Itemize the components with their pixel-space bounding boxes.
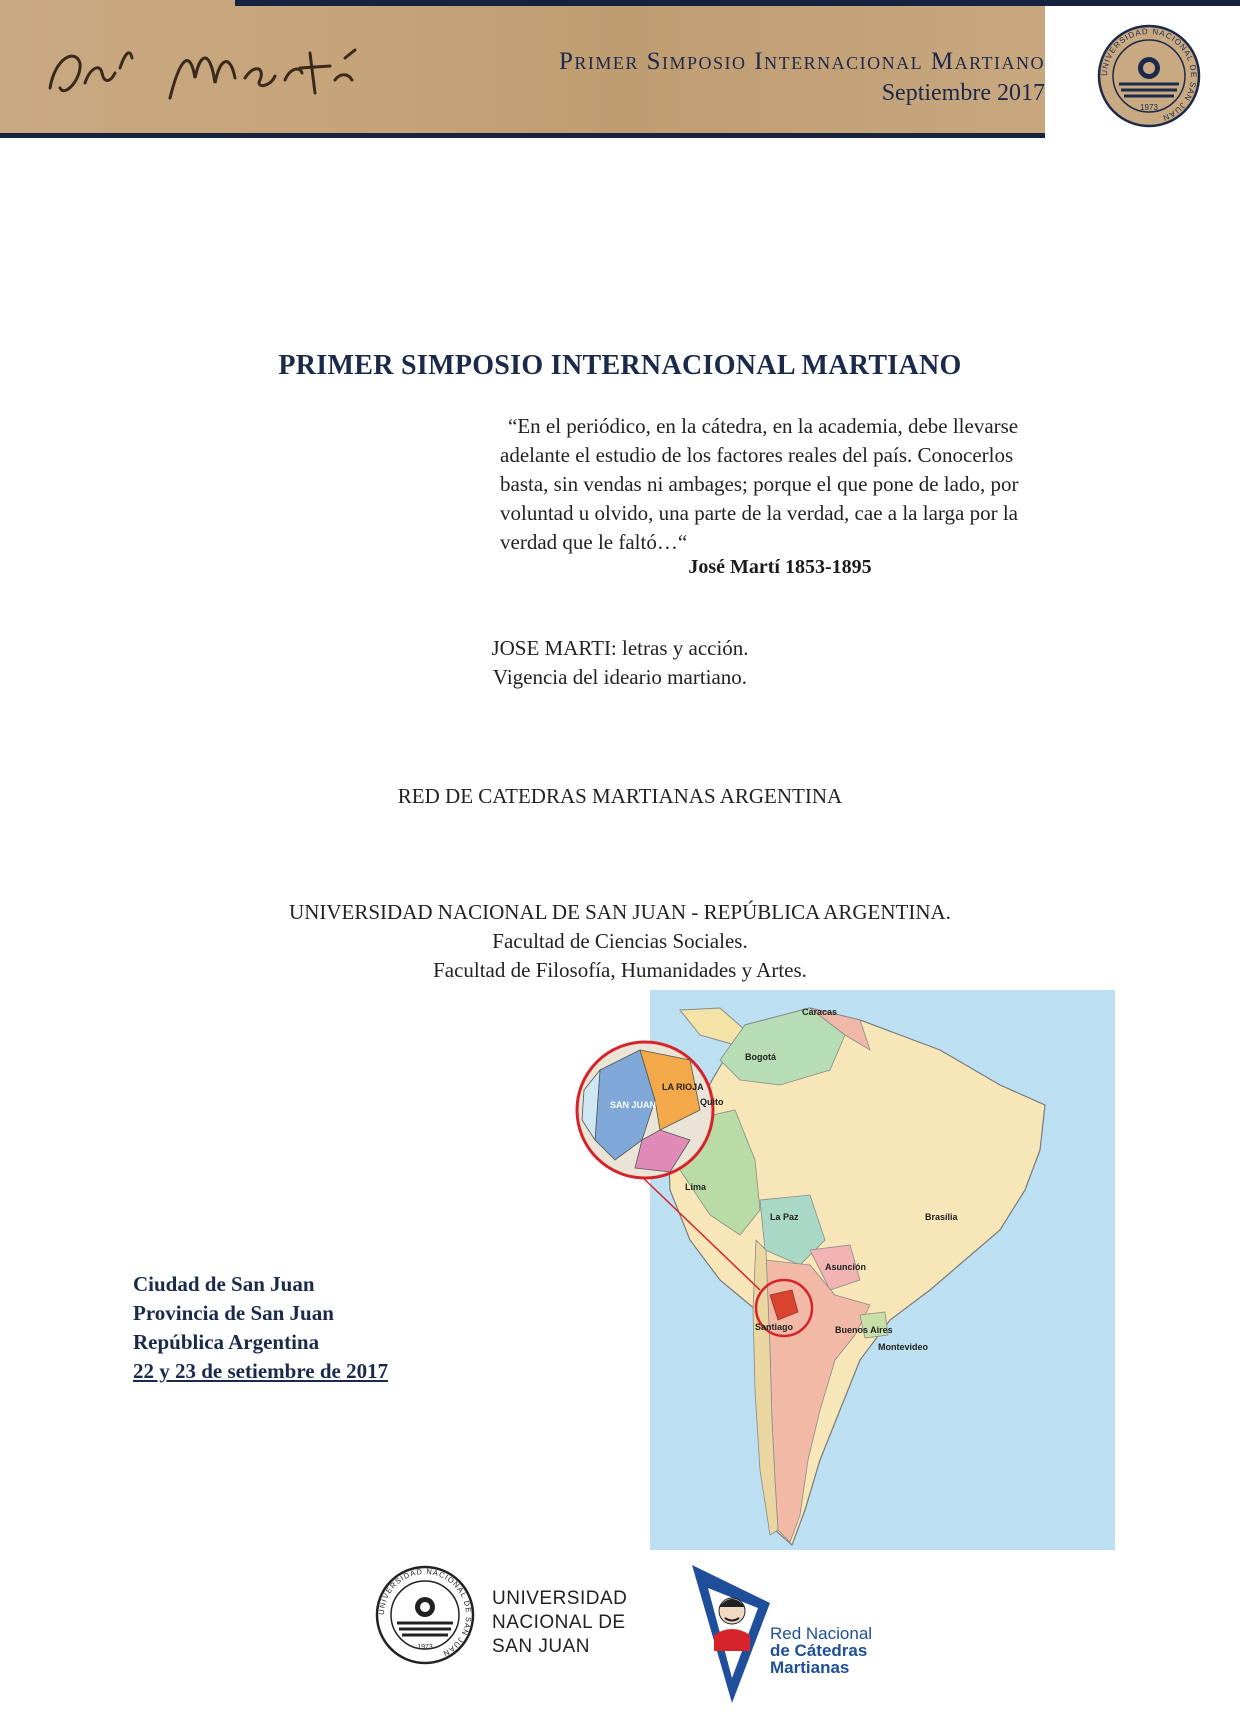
svg-text:Montevideo: Montevideo xyxy=(878,1342,929,1352)
quote-line: adelante el estudio de los factores reales del país. Conocerlos xyxy=(500,443,1014,467)
location-city: Ciudad de San Juan xyxy=(133,1272,315,1296)
svg-text:UNIVERSIDAD NACIONAL DE SAN JU: UNIVERSIDAD NACIONAL DE SAN JUAN xyxy=(376,1566,474,1659)
svg-text:Bogotá: Bogotá xyxy=(745,1052,776,1062)
svg-text:Caracas: Caracas xyxy=(802,1007,838,1017)
quote-author: José Martí 1853-1895 xyxy=(688,556,872,578)
header xyxy=(0,0,1240,140)
network-name: RED DE CATEDRAS MARTIANAS ARGENTINA xyxy=(397,784,843,808)
quote xyxy=(500,412,1125,557)
unsj-logo-line-3: SAN JUAN xyxy=(492,1636,590,1657)
location-country: República Argentina xyxy=(133,1330,320,1354)
university-seal-icon xyxy=(1097,24,1201,128)
svg-text:Asunción: Asunción xyxy=(825,1262,867,1272)
theme-line-2: Vigencia del ideario martiano. xyxy=(492,665,748,689)
svg-text:SAN JUAN: SAN JUAN xyxy=(610,1100,657,1110)
svg-text:Quito: Quito xyxy=(700,1097,724,1107)
red-logo-line-2: de Cátedras xyxy=(770,1641,868,1660)
svg-text:La Paz: La Paz xyxy=(770,1212,799,1222)
svg-text:Lima: Lima xyxy=(685,1182,707,1192)
red-logo-line-3: Martianas xyxy=(770,1658,850,1677)
main-title: PRIMER SIMPOSIO INTERNACIONAL MARTIANO xyxy=(278,350,962,381)
unsj-seal-icon xyxy=(375,1565,475,1665)
header-title: Primer Simposio Internacional Martiano xyxy=(558,48,1045,75)
svg-text:UNIVERSIDAD NACIONAL DE SAN JU: UNIVERSIDAD NACIONAL DE SAN JUAN xyxy=(1099,26,1199,123)
header-subtitle: Septiembre 2017 xyxy=(881,80,1045,106)
quote-line: “En el periódico, en la cátedra, en la academia, debe llevarse xyxy=(508,414,1019,438)
red-logo-line-1: Red Nacional xyxy=(770,1624,873,1643)
svg-text:Brasília: Brasília xyxy=(925,1212,958,1222)
header-bottom-rule xyxy=(0,133,1045,138)
quote-line: voluntad u olvido, una parte de la verdad, cae a la larga por la xyxy=(500,501,1018,525)
header-top-rule xyxy=(235,0,1240,6)
faculty-philosophy: Facultad de Filosofía, Humanidades y Artes. xyxy=(433,958,807,982)
university-name: UNIVERSIDAD NACIONAL DE SAN JUAN - REPÚBLICA ARGENTINA. xyxy=(289,900,951,924)
svg-text:LA RIOJA: LA RIOJA xyxy=(662,1082,704,1092)
svg-text:1973: 1973 xyxy=(1140,103,1158,112)
quote-line: verdad que le faltó…“ xyxy=(500,530,688,554)
south-america-map xyxy=(570,990,1115,1550)
unsj-logo-line-2: NACIONAL DE xyxy=(492,1612,626,1633)
zoom-inset xyxy=(577,1042,713,1178)
svg-text:1973: 1973 xyxy=(417,1644,433,1651)
faculty-social-sciences: Facultad de Ciencias Sociales. xyxy=(492,929,748,953)
signature-image xyxy=(30,18,430,118)
svg-text:Buenos Aires: Buenos Aires xyxy=(835,1325,893,1335)
unsj-logo-line-1: UNIVERSIDAD xyxy=(492,1588,628,1609)
location-province: Provincia de San Juan xyxy=(133,1301,334,1325)
theme-line-1: JOSE MARTI: letras y acción. xyxy=(491,636,749,660)
event-date: 22 y 23 de setiembre de 2017 xyxy=(133,1359,389,1383)
svg-text:Santiago: Santiago xyxy=(755,1322,794,1332)
quote-line: basta, sin vendas ni ambages; porque el que pone de lado, por xyxy=(500,472,1019,496)
